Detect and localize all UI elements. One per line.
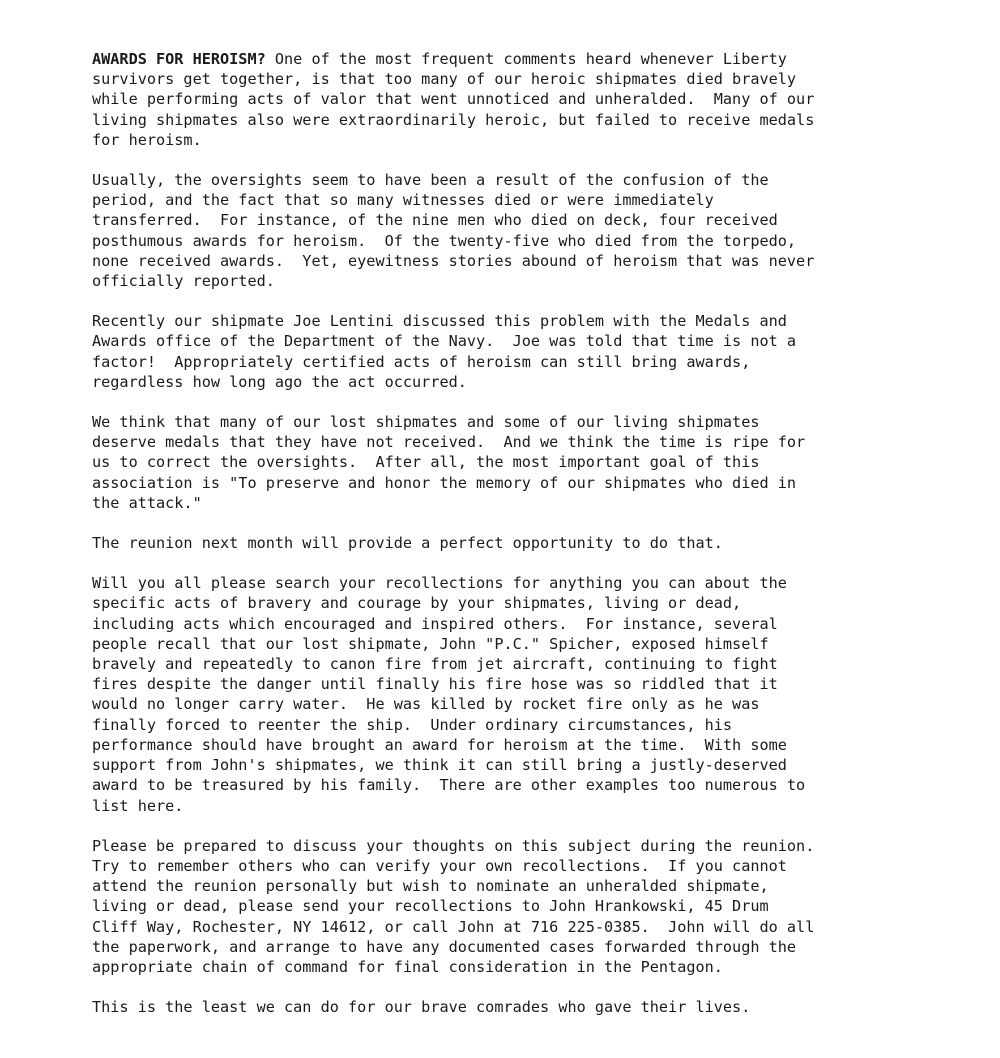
text-line: Will you all please search your recollections for anything you can about the (92, 574, 787, 593)
text-line-content: One of the most frequent comments heard whenever Liberty (265, 50, 787, 68)
text-line: would no longer carry water. He was killed by rocket fire only as he was (92, 695, 760, 714)
text-line: officially reported. (92, 272, 275, 291)
text-line: bravely and repeatedly to canon fire from jet aircraft, continuing to fight (92, 655, 778, 674)
text-line: fires despite the danger until finally his fire hose was so riddled that it (92, 675, 778, 694)
text-line: Cliff Way, Rochester, NY 14612, or call John at 716 225-0385. John will do all (92, 917, 815, 936)
text-line: attend the reunion personally but wish to nominate an unheralded shipmate, (92, 877, 769, 896)
section-heading: AWARDS FOR HEROISM? (92, 50, 266, 68)
text-line: Recently our shipmate Joe Lentini discussed this problem with the Medals and (92, 312, 787, 331)
text-line (92, 49, 892, 69)
text-line: association is "To preserve and honor the memory of our shipmates who died in (92, 473, 797, 492)
text-line: Please be prepared to discuss your thoughts on this subject during the reunion. (92, 836, 815, 855)
paragraph (92, 573, 892, 815)
text-line: for heroism. (92, 130, 202, 149)
text-line: the paperwork, and arrange to have any documented cases forwarded through the (92, 937, 797, 956)
paragraph (92, 836, 892, 977)
text-line: people recall that our lost shipmate, John "P.C." Spicher, exposed himself (92, 634, 769, 653)
text-line: We think that many of our lost shipmates and some of our living shipmates (92, 413, 760, 432)
text-line: support from John's shipmates, we think it can still bring a justly-deserved (92, 756, 787, 775)
paragraph (92, 311, 892, 392)
text-line: posthumous awards for heroism. Of the twenty-five who died from the torpedo, (92, 231, 797, 250)
text-line: none received awards. Yet, eyewitness stories abound of heroism that was never (92, 251, 815, 270)
text-line: The reunion next month will provide a perfect opportunity to do that. (92, 534, 723, 553)
text-line: including acts which encouraged and inspired others. For instance, several (92, 614, 778, 633)
text-line: us to correct the oversights. After all, the most important goal of this (92, 453, 760, 472)
paragraph (92, 533, 892, 553)
text-line: This is the least we can do for our brave comrades who gave their lives. (92, 998, 751, 1017)
text-line: survivors get together, is that too many of our heroic shipmates died bravely (92, 70, 797, 89)
text-line: performance should have brought an award for heroism at the time. With some (92, 735, 787, 754)
paragraph (92, 412, 892, 513)
paragraph (92, 49, 892, 150)
document-page (92, 49, 892, 1037)
text-line: while performing acts of valor that went unnoticed and unheralded. Many of our (92, 90, 815, 109)
text-line: specific acts of bravery and courage by your shipmates, living or dead, (92, 594, 742, 613)
text-line: finally forced to reenter the ship. Under ordinary circumstances, his (92, 715, 733, 734)
text-line: deserve medals that they have not received. And we think the time is ripe for (92, 433, 806, 452)
text-line: Awards office of the Department of the Navy. Joe was told that time is not a (92, 332, 797, 351)
paragraph (92, 997, 892, 1017)
text-line: living shipmates also were extraordinarily heroic, but failed to receive medals (92, 110, 815, 129)
text-line: transferred. For instance, of the nine men who died on deck, four received (92, 211, 778, 230)
text-line: appropriate chain of command for final consideration in the Pentagon. (92, 957, 723, 976)
text-line: Usually, the oversights seem to have been a result of the confusion of the (92, 171, 769, 190)
text-line: list here. (92, 796, 184, 815)
text-line: regardless how long ago the act occurred. (92, 372, 467, 391)
paragraph (92, 170, 892, 291)
text-line: factor! Appropriately certified acts of heroism can still bring awards, (92, 352, 751, 371)
text-line: living or dead, please send your recollections to John Hrankowski, 45 Drum (92, 897, 769, 916)
text-line: Try to remember others who can verify your own recollections. If you cannot (92, 856, 787, 875)
text-line: the attack." (92, 493, 202, 512)
text-line: award to be treasured by his family. There are other examples too numerous to (92, 776, 806, 795)
text-line: period, and the fact that so many witnesses died or were immediately (92, 191, 714, 210)
